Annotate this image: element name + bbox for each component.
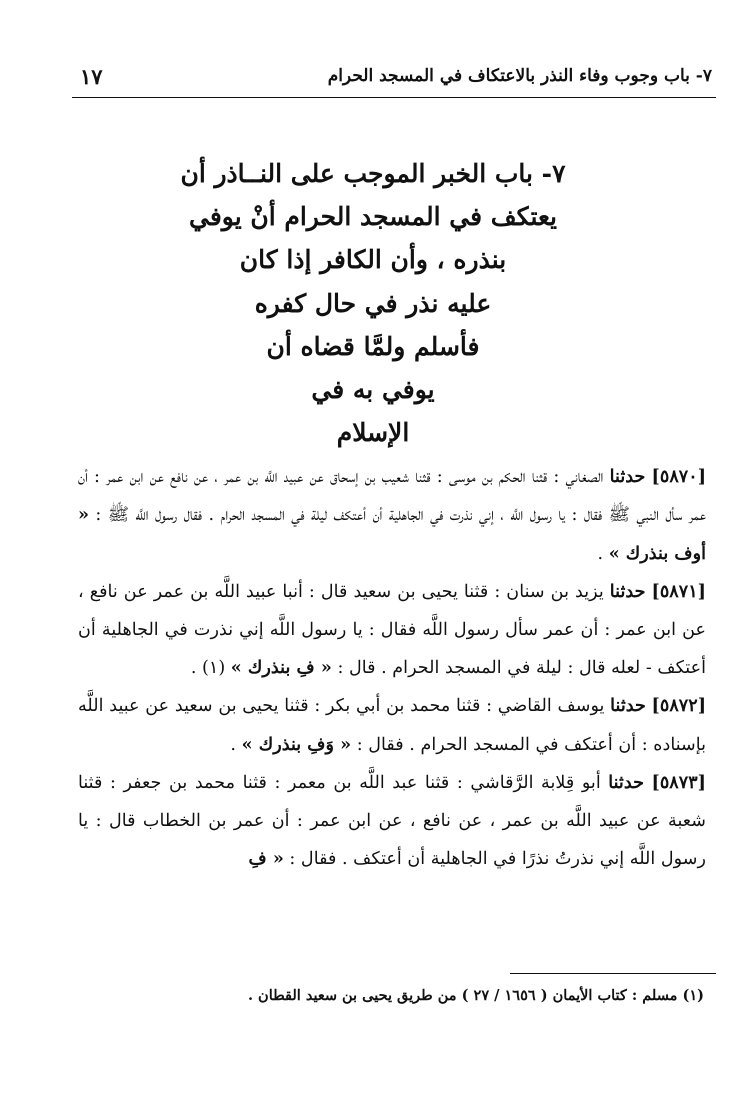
chapter-title-line: يوفي به في <box>311 374 435 404</box>
narration-lead: حدثنا <box>609 581 646 603</box>
hadith-number: [٥٨٧٣] <box>651 772 706 794</box>
hadith-text: يوسف القاضي : قثنا محمد بن أبي بكر : قثنا يحيى بن سعيد عن عبيد اللَّه بإسناده : أن أعتكف في المسجد الحرام . فقال : <box>78 696 706 755</box>
hadith-end: . <box>597 543 604 564</box>
hadith-text: يزيد بن سنان : قثنا يحيى بن سعيد قال : أنبا عبيد اللَّه بن عمر عن نافع ، عن ابن عمر : أن عمر سأل رسول اللَّه فقال : يا رسول اللَّه إني نذرت في الجاهلية أن أعتكف - لعله قال : ليلة في المسجد الحرام . قال : <box>78 582 706 679</box>
hadith-number: [٥٨٧١] <box>651 581 706 603</box>
prophet-answer: « فِ بنذرك » <box>230 657 332 679</box>
chapter-title-line: يعتكف في المسجد الحرام أنْ يوفي <box>188 202 558 232</box>
chapter-title-line: عليه نذر في حال كفره <box>254 288 492 318</box>
chapter-title-line: بنذره ، وأن الكافر إذا كان <box>239 245 507 275</box>
hadith-paragraph <box>78 573 706 687</box>
footnote-rule <box>510 973 716 974</box>
prophet-answer: « فِ <box>248 848 284 870</box>
hadith-text: الصغاني : قثنا الحكم بن موسى : قثنا شعيب بن إسحاق عن عبيد اللَّه بن عمر ، عن نافع عن ابن عمر : أن عمر سأل النبي ﷺ فقال : يا رسول اللَّه ، إني نذرت في الجاهلية أن أعتكف ليلة في المسجد الحرام . فقال رسول اللَّه ﷺ : <box>78 467 707 526</box>
hadith-number: [٥٨٧٠] <box>651 466 707 487</box>
narration-lead: حدثنا <box>608 772 644 794</box>
chapter-title-line: فأسلم ولمَّا قضاه أن <box>266 331 480 361</box>
chapter-title-line: ٧- باب الخبر الموجب على النــاذر أن <box>180 159 566 188</box>
chapter-title-line: الإسلام <box>336 418 410 448</box>
hadith-paragraph <box>78 764 706 878</box>
chapter-title <box>0 152 746 454</box>
running-header <box>80 58 712 94</box>
prophet-answer: « وَفِ بنذرك » <box>241 733 352 755</box>
hadith-text-body <box>78 458 706 878</box>
hadith-number: [٥٨٧٢] <box>651 695 707 717</box>
hadith-end: (١) . <box>190 658 226 679</box>
page-number: ١٧ <box>80 63 103 89</box>
header-rule <box>72 97 716 98</box>
narration-lead: حدثنا <box>610 695 646 717</box>
hadith-paragraph <box>78 687 706 764</box>
hadith-end: . <box>230 734 236 755</box>
footnote: (١) مسلم : كتاب الأيمان ( ١٦٥٦ / ٢٧ ) من طريق يحيى بن سعيد القطان . <box>247 987 704 1004</box>
hadith-paragraph <box>78 458 706 573</box>
hadith-text: أبو قِلابة الرَّقاشي : قثنا عبد اللَّه بن معمر : قثنا محمد بن جعفر : قثنا شعبة عن عبيد اللَّه بن عمر ، عن نافع ، عن ابن عمر : أن عمر بن الخطاب قال : يا رسول اللَّه إني نذرتُ نذرًا في الجاهلية أن أعتكف . فقال : <box>78 773 706 870</box>
prophet-answer: « أوف بنذرك » <box>78 504 706 564</box>
running-title: ٧- باب وجوب وفاء النذر بالاعتكاف في المسجد الحرام <box>327 66 712 86</box>
narration-lead: حدثنا <box>609 466 646 487</box>
